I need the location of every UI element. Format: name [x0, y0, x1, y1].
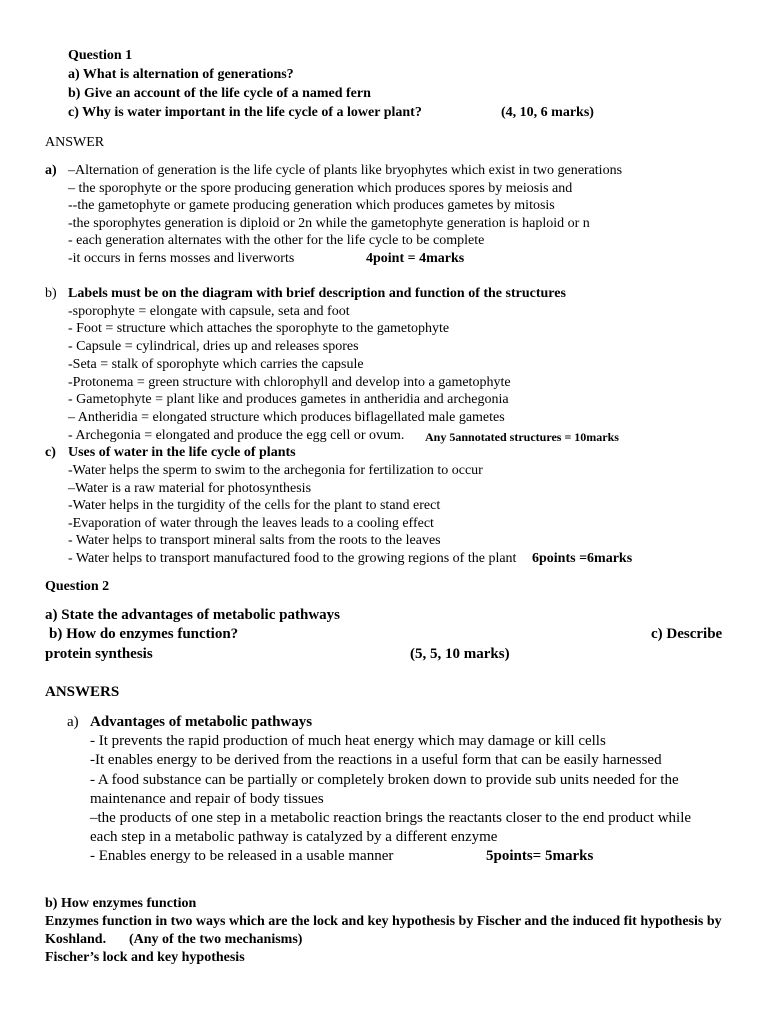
ans2-a-line: -It enables energy to be derived from the reactions in a useful form that can be easily harnessed — [90, 752, 662, 768]
ans2-b-line: Enzymes function in two ways which are the lock and key hypothesis by Fischer and the induced fit hypothesis by — [45, 914, 722, 929]
ans2-a-line: –the products of one step in a metabolic reaction brings the reactants closer to the end product while — [90, 810, 692, 826]
ans2-a-line: - Enables energy to be released in a usable manner — [90, 848, 394, 864]
ans2-b-heading: b) How enzymes function — [45, 896, 197, 911]
q2-part-c-end: protein synthesis — [45, 646, 153, 662]
ans2-a-marks: 5points= 5marks — [486, 848, 594, 864]
ans1-b-line: - Capsule = cylindrical, dries up and releases spores — [68, 339, 359, 354]
q1-title: Question 1 — [68, 48, 133, 63]
ans2-a-line: maintenance and repair of body tissues — [90, 791, 324, 807]
ans1-b-line: - Foot = structure which attaches the sporophyte to the gametophyte — [68, 321, 450, 336]
ans1-b-label: b) — [45, 286, 57, 301]
ans1-a-marks: 4point = 4marks — [366, 251, 465, 266]
ans1-c-line: -Evaporation of water through the leaves leads to a cooling effect — [68, 516, 434, 531]
ans2-a-line: - It prevents the rapid production of much heat energy which may damage or kill cells — [90, 733, 606, 749]
q1-part-b: b) Give an account of the life cycle of a named fern — [68, 86, 371, 101]
ans1-a-line: –Alternation of generation is the life cycle of plants like bryophytes which exist in two generations — [68, 163, 623, 178]
ans1-b-line: -sporophyte = elongate with capsule, seta and foot — [68, 304, 350, 319]
ans1-b-line: -Seta = stalk of sporophyte which carries the capsule — [68, 357, 364, 372]
q2-part-a: a) State the advantages of metabolic pathways — [45, 607, 340, 623]
ans1-c-line: - Water helps to transport mineral salts from the roots to the leaves — [68, 533, 441, 548]
ans1-c-label: c) — [45, 445, 56, 460]
answer-heading: ANSWER — [45, 135, 105, 150]
ans1-a-line: --the gametophyte or gamete producing generation which produces gametes by mitosis — [68, 198, 555, 213]
answers-heading: ANSWERS — [45, 684, 120, 700]
q2-part-c-start: c) Describe — [651, 626, 723, 642]
q2-part-b: b) How do enzymes function? — [49, 626, 239, 642]
ans1-b-marks: Any 5annotated structures = 10marks — [425, 430, 619, 444]
ans1-c-marks: 6points =6marks — [532, 551, 633, 566]
ans1-b-line: - Archegonia = elongated and produce the egg cell or ovum. — [68, 428, 405, 443]
ans1-b-heading: Labels must be on the diagram with brief description and function of the structures — [68, 286, 566, 301]
ans1-a-label: a) — [45, 163, 57, 178]
ans2-b-note: (Any of the two mechanisms) — [129, 932, 303, 947]
ans2-b-line: Fischer’s lock and key hypothesis — [45, 950, 245, 965]
ans1-c-line: - Water helps to transport manufactured food to the growing regions of the plant — [68, 551, 517, 566]
ans2-a-label: a) — [67, 714, 79, 730]
ans1-b-line: -Protonema = green structure with chlorophyll and develop into a gametophyte — [68, 375, 511, 390]
ans2-b-line: Koshland. — [45, 932, 107, 947]
q1-marks: (4, 10, 6 marks) — [501, 105, 594, 120]
q2-marks: (5, 5, 10 marks) — [410, 646, 510, 662]
ans1-a-line: - each generation alternates with the other for the life cycle to be complete — [68, 233, 485, 248]
ans1-c-line: -Water helps in the turgidity of the cells for the plant to stand erect — [68, 498, 441, 513]
ans1-c-line: -Water helps the sperm to swim to the archegonia for fertilization to occur — [68, 463, 483, 478]
q2-title: Question 2 — [45, 579, 110, 594]
ans1-a-line: – the sporophyte or the spore producing generation which produces spores by meiosis and — [68, 181, 573, 196]
ans2-a-line: - A food substance can be partially or completely broken down to provide sub units needed for the — [90, 772, 679, 788]
ans1-a-line: -the sporophytes generation is diploid or 2n while the gametophyte generation is haploid or n — [68, 216, 590, 231]
ans1-c-heading: Uses of water in the life cycle of plants — [68, 445, 296, 460]
ans2-a-heading: Advantages of metabolic pathways — [90, 714, 313, 730]
ans1-c-line: –Water is a raw material for photosynthesis — [68, 481, 312, 496]
q1-part-a: a) What is alternation of generations? — [68, 67, 294, 82]
ans1-b-line: - Gametophyte = plant like and produces gametes in antheridia and archegonia — [68, 392, 509, 407]
ans1-b-line: – Antheridia = elongated structure which produces biflagellated male gametes — [68, 410, 505, 425]
ans1-a-line: -it occurs in ferns mosses and liverworts — [68, 251, 295, 266]
ans2-a-line: each step in a metabolic pathway is catalyzed by a different enzyme — [90, 829, 498, 845]
q1-part-c: c) Why is water important in the life cycle of a lower plant? — [68, 105, 422, 120]
